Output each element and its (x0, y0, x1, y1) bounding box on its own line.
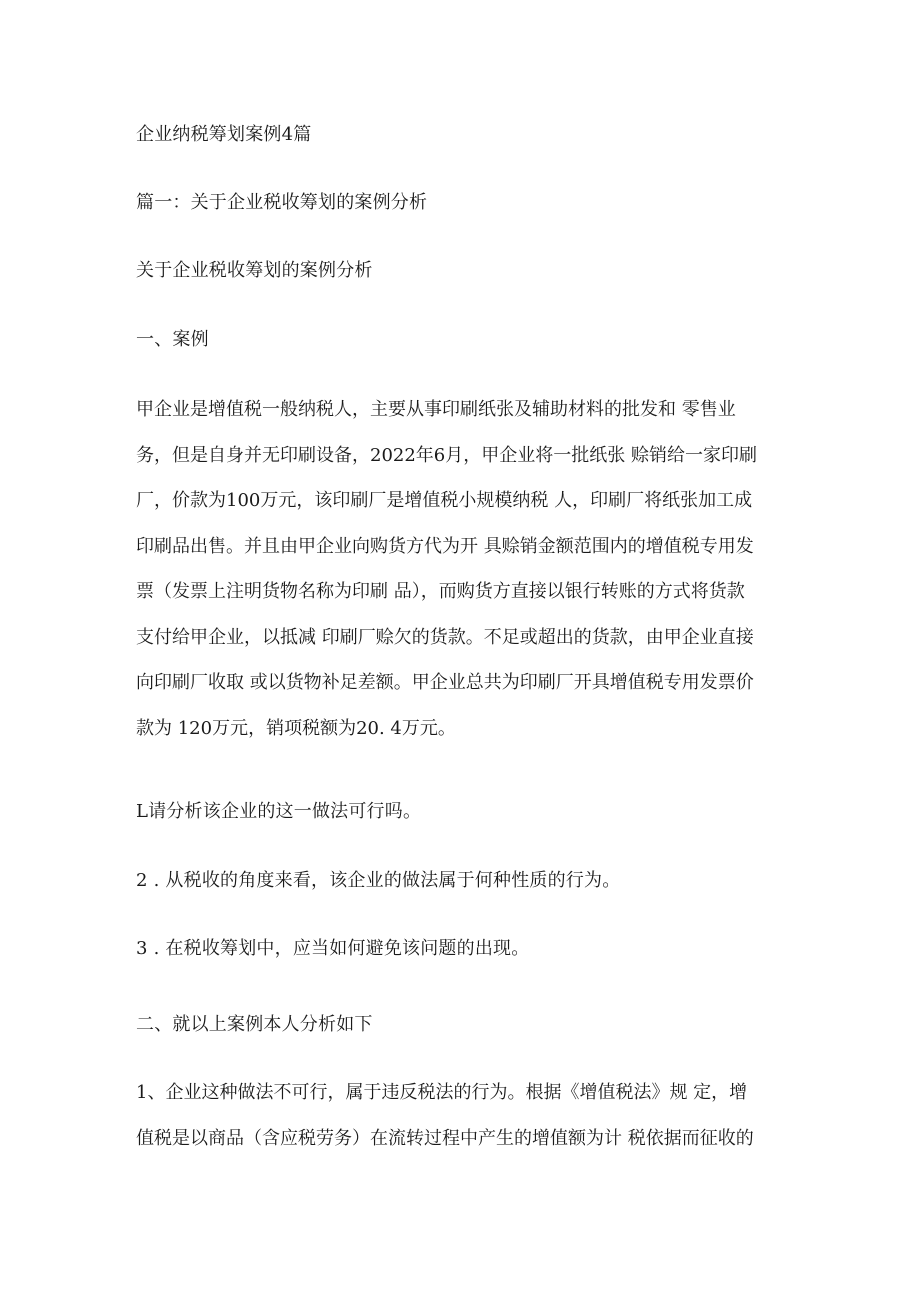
paragraph-line: 务，但是自身并无印刷设备，2022年6月，甲企业将一批纸张 赊销给一家印刷 (136, 444, 757, 466)
section-heading-analysis: 二、就以上案例本人分析如下 (136, 1014, 373, 1035)
chapter-heading: 篇一：关于企业税收筹划的案例分析 (136, 192, 428, 213)
paragraph-line: 票（发票上注明货物名称为印刷 品），而购货方直接以银行转账的方式将货款 (136, 581, 745, 602)
question-1: L请分析该企业的这一做法可行吗。 (136, 801, 422, 822)
paragraph-line: 款为 120万元，销项税额为20. 4万元。 (136, 717, 456, 739)
section-subtitle: 关于企业税收筹划的案例分析 (136, 260, 373, 281)
question-2: 2 . 从税收的角度来看，该企业的做法属于何种性质的行为。 (136, 870, 621, 891)
paragraph-line: 值税是以商品（含应税劳务）在流转过程中产生的增值额为计 税依据而征收的 (136, 1127, 754, 1149)
question-3: 3 . 在税收筹划中，应当如何避免该问题的出现。 (136, 938, 530, 959)
analysis-paragraph (136, 1081, 784, 1172)
paragraph-line: 向印刷厂收取 或以货物补足差额。甲企业总共为印刷厂开具增值税专用发票价 (136, 672, 754, 693)
case-paragraph (136, 398, 784, 762)
paragraph-line: 支付给甲企业，以抵减 印刷厂赊欠的货款。不足或超出的货款，由甲企业直接 (136, 626, 754, 648)
paragraph-line: 甲企业是增值税一般纳税人，主要从事印刷纸张及辅助材料的批发和 零售业 (136, 399, 736, 420)
section-heading-case: 一、案例 (136, 329, 209, 350)
document-title: 企业纳税筹划案例4篇 (136, 124, 312, 145)
paragraph-line: 印刷品出售。并且由甲企业向购货方代为开 具赊销金额范围内的增值税专用发 (136, 535, 754, 557)
paragraph-line: 厂，价款为100万元，该印刷厂是增值税小规模纳税 人，印刷厂将纸张加工成 (136, 490, 753, 511)
paragraph-line: 1、企业这种做法不可行，属于违反税法的行为。根据《增值税法》规 定，增 (136, 1082, 748, 1103)
